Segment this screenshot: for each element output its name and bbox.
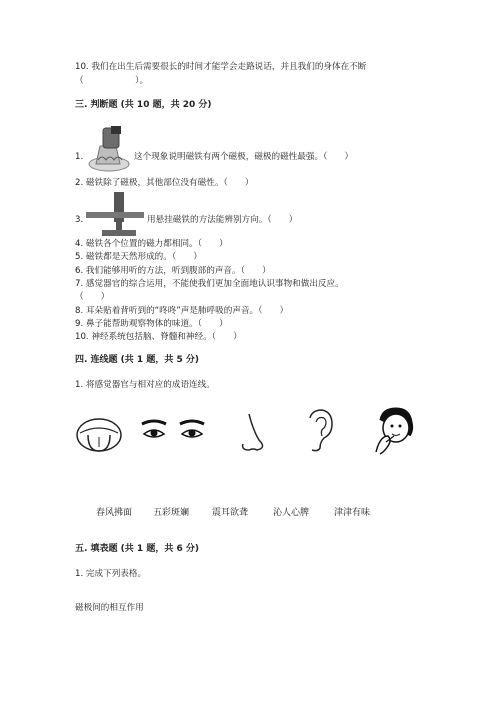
q3-1-text: 这个现象说明磁铁有两个磁极，磁极的磁性最强。（ ） bbox=[134, 152, 354, 162]
q3-5: 5. 磁铁都是天然形成的。（ ） bbox=[75, 252, 202, 262]
hand-touch-icon bbox=[372, 406, 416, 456]
q3-7-cont: （ ） bbox=[75, 292, 110, 302]
idiom-2: 五彩斑斓 bbox=[153, 508, 190, 518]
idiom-5: 津津有味 bbox=[334, 508, 371, 518]
q3-4: 4. 磁铁各个位置的磁力都相同。（ ） bbox=[75, 239, 228, 249]
idiom-4: 沁人心脾 bbox=[273, 508, 310, 518]
eyes-icon bbox=[140, 418, 206, 446]
hanging-magnet-figure bbox=[86, 190, 148, 238]
section5-heading: 五. 填表题 (共 1 题，共 6 分) bbox=[75, 544, 199, 554]
q3-9: 9. 鼻子能帮助观察物体的味道。（ ） bbox=[75, 319, 228, 329]
q3-3-num: 3. bbox=[75, 215, 84, 225]
section4-heading: 四. 连线题 (共 1 题，共 5 分) bbox=[75, 355, 199, 365]
q3-2: 2. 磁铁除了磁极，其他部位没有磁性。（ ） bbox=[75, 178, 254, 188]
section5-question: 1. 完成下列表格。 bbox=[75, 569, 147, 579]
idiom-3: 震耳欲聋 bbox=[212, 508, 249, 518]
q10-line2: （ ）。 bbox=[75, 76, 149, 86]
q10-line1: 10. 我们在出生后需要很长的时间才能学会走路说话，并且我们的身体在不断 bbox=[75, 62, 367, 72]
q3-6: 6. 我们能够用听的方法，听到腹部的声音。（ ） bbox=[75, 266, 271, 276]
q3-8: 8. 耳朵贴着背听到的“咚咚”声是肺呼吸的声音。（ ） bbox=[75, 306, 289, 316]
table-title: 磁极间的相互作用 bbox=[75, 603, 144, 613]
nose-icon bbox=[235, 412, 271, 456]
q3-10: 10. 神经系统包括脑、脊髓和神经。（ ） bbox=[75, 332, 242, 342]
magnet-clips-figure bbox=[86, 124, 132, 174]
q3-3-text: 用悬挂磁铁的方法能辨别方向。（ ） bbox=[147, 215, 298, 225]
q3-1-num: 1. bbox=[75, 152, 84, 162]
idiom-1: 春风拂面 bbox=[96, 508, 133, 518]
section3-heading: 三. 判断题 (共 10 题，共 20 分) bbox=[75, 100, 212, 110]
ear-icon bbox=[302, 408, 334, 454]
q3-7: 7. 感觉器官的综合运用，不能使我们更加全面地认识事物和做出反应。 bbox=[75, 279, 344, 289]
tongue-icon bbox=[74, 415, 124, 455]
section4-question: 1. 将感觉器官与相对应的成语连线。 bbox=[75, 380, 215, 390]
